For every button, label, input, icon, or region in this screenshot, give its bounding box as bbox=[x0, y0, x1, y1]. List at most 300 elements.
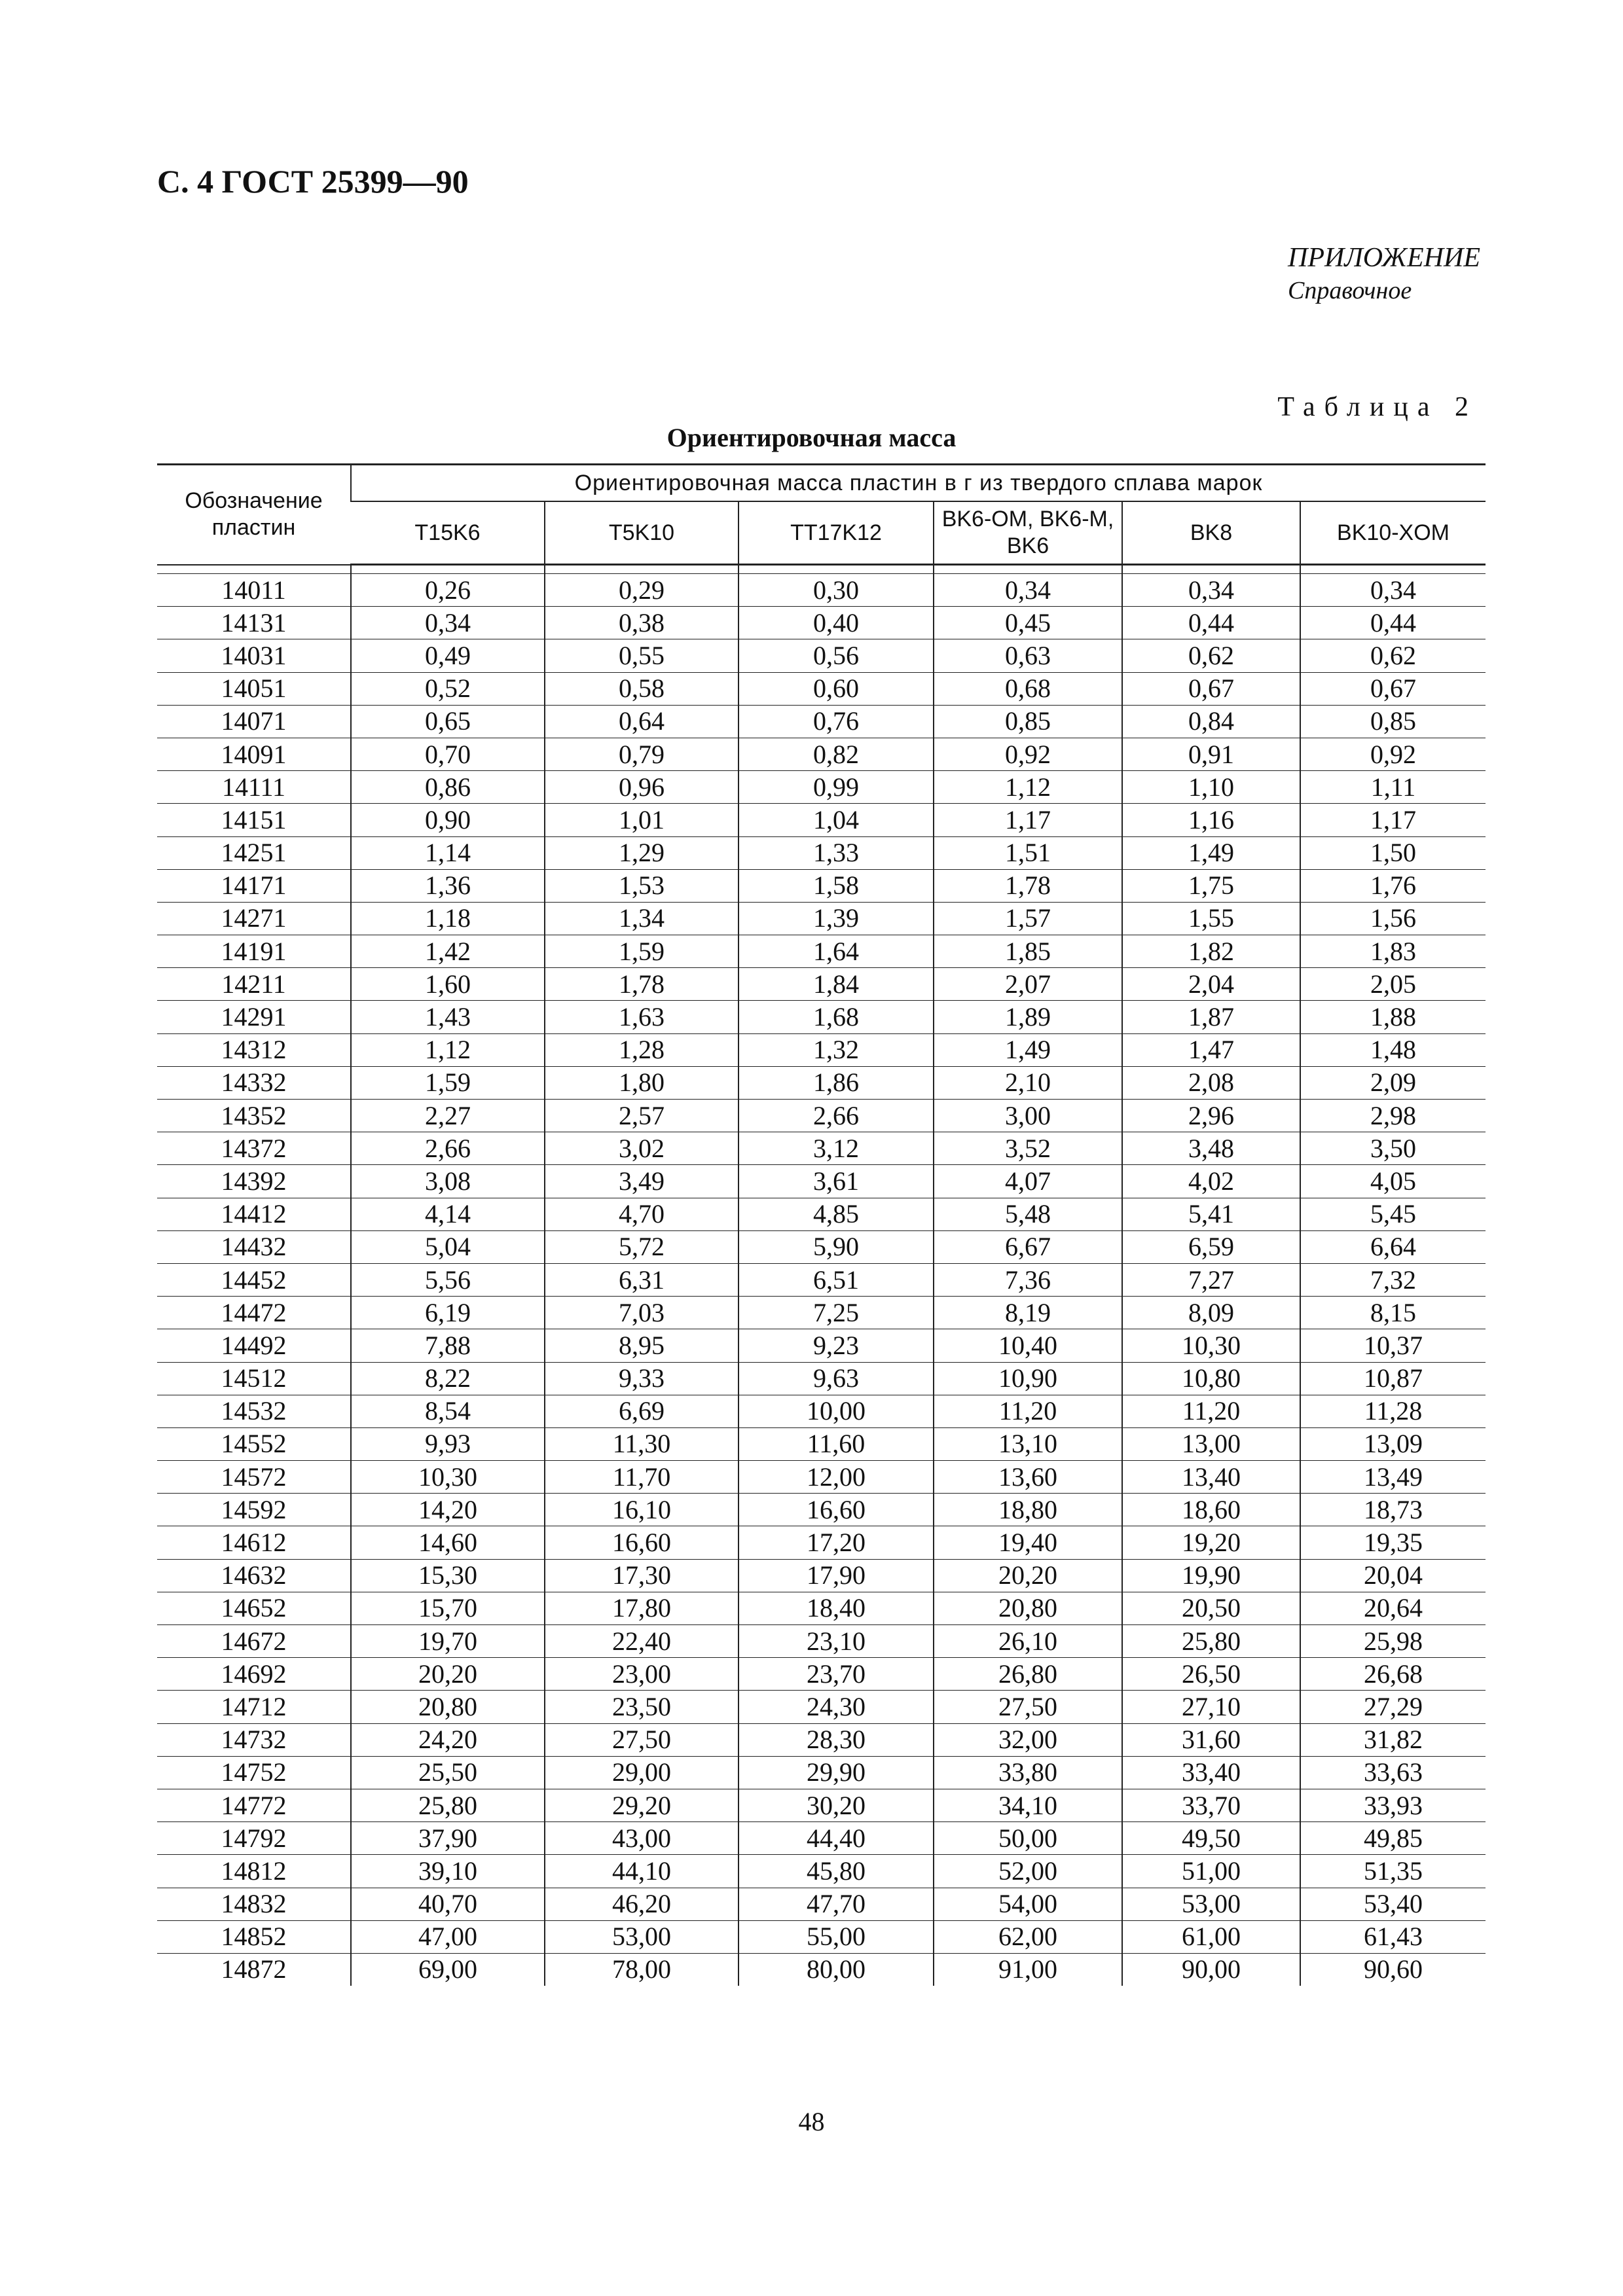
mass-value-cell: 5,72 bbox=[545, 1230, 739, 1263]
mass-value-cell: 1,59 bbox=[351, 1066, 545, 1099]
plate-designation-cell: 14832 bbox=[157, 1888, 351, 1920]
mass-value-cell: 44,10 bbox=[545, 1855, 739, 1888]
mass-value-cell: 8,19 bbox=[934, 1297, 1122, 1329]
table-row bbox=[157, 968, 1486, 1001]
mass-value-cell: 1,60 bbox=[351, 968, 545, 1001]
plate-designation-cell: 14712 bbox=[157, 1691, 351, 1723]
table-row bbox=[157, 869, 1486, 902]
mass-value-cell: 0,29 bbox=[545, 574, 739, 607]
plate-designation-cell: 14271 bbox=[157, 902, 351, 935]
mass-value-cell: 0,49 bbox=[351, 639, 545, 672]
mass-value-cell: 20,04 bbox=[1300, 1559, 1486, 1592]
table-row bbox=[157, 1822, 1486, 1855]
mass-value-cell: 3,50 bbox=[1300, 1132, 1486, 1165]
table-row bbox=[157, 1395, 1486, 1427]
mass-value-cell: 3,61 bbox=[739, 1165, 934, 1198]
mass-value-cell: 1,49 bbox=[1122, 836, 1300, 869]
mass-value-cell: 26,80 bbox=[934, 1658, 1122, 1691]
mass-value-cell: 16,10 bbox=[545, 1494, 739, 1526]
page-header-title: С. 4 ГОСТ 25399—90 bbox=[157, 163, 469, 200]
mass-value-cell: 0,67 bbox=[1300, 672, 1486, 705]
mass-value-cell: 13,40 bbox=[1122, 1461, 1300, 1494]
mass-value-cell: 6,64 bbox=[1300, 1230, 1486, 1263]
mass-value-cell: 11,28 bbox=[1300, 1395, 1486, 1427]
plate-designation-cell: 14352 bbox=[157, 1100, 351, 1132]
mass-value-cell: 44,40 bbox=[739, 1822, 934, 1855]
plate-designation-cell: 14191 bbox=[157, 935, 351, 968]
mass-value-cell: 1,58 bbox=[739, 869, 934, 902]
mass-value-cell: 20,20 bbox=[351, 1658, 545, 1691]
mass-value-cell: 69,00 bbox=[351, 1953, 545, 1986]
table-row bbox=[157, 771, 1486, 804]
mass-value-cell: 0,62 bbox=[1122, 639, 1300, 672]
mass-value-cell: 29,00 bbox=[545, 1756, 739, 1789]
mass-value-cell: 11,20 bbox=[1122, 1395, 1300, 1427]
plate-designation-cell: 14492 bbox=[157, 1329, 351, 1362]
mass-value-cell: 1,49 bbox=[934, 1033, 1122, 1066]
mass-value-cell: 0,56 bbox=[739, 639, 934, 672]
table-row bbox=[157, 1658, 1486, 1691]
mass-value-cell: 23,00 bbox=[545, 1658, 739, 1691]
mass-value-cell: 1,80 bbox=[545, 1066, 739, 1099]
mass-value-cell: 4,02 bbox=[1122, 1165, 1300, 1198]
mass-value-cell: 1,86 bbox=[739, 1066, 934, 1099]
mass-value-cell: 7,25 bbox=[739, 1297, 934, 1329]
mass-value-cell: 8,22 bbox=[351, 1362, 545, 1395]
mass-value-cell: 0,85 bbox=[934, 705, 1122, 738]
mass-value-cell: 1,78 bbox=[934, 869, 1122, 902]
mass-value-cell: 17,90 bbox=[739, 1559, 934, 1592]
mass-value-cell: 9,63 bbox=[739, 1362, 934, 1395]
mass-value-cell: 0,99 bbox=[739, 771, 934, 804]
mass-value-cell: 6,31 bbox=[545, 1263, 739, 1296]
mass-value-cell: 1,01 bbox=[545, 804, 739, 836]
mass-value-cell: 2,08 bbox=[1122, 1066, 1300, 1099]
mass-value-cell: 0,82 bbox=[739, 738, 934, 770]
mass-value-cell: 39,10 bbox=[351, 1855, 545, 1888]
plate-designation-cell: 14532 bbox=[157, 1395, 351, 1427]
table-row bbox=[157, 1723, 1486, 1756]
mass-value-cell: 37,90 bbox=[351, 1822, 545, 1855]
mass-value-cell: 33,80 bbox=[934, 1756, 1122, 1789]
mass-value-cell: 50,00 bbox=[934, 1822, 1122, 1855]
mass-value-cell: 0,79 bbox=[545, 738, 739, 770]
mass-value-cell: 49,50 bbox=[1122, 1822, 1300, 1855]
mass-value-cell: 19,35 bbox=[1300, 1526, 1486, 1559]
plate-designation-cell: 14031 bbox=[157, 639, 351, 672]
mass-value-cell: 1,36 bbox=[351, 869, 545, 902]
mass-value-cell: 0,62 bbox=[1300, 639, 1486, 672]
plate-designation-cell: 14332 bbox=[157, 1066, 351, 1099]
mass-value-cell: 4,07 bbox=[934, 1165, 1122, 1198]
table-body bbox=[157, 565, 1486, 1986]
plate-designation-cell: 14732 bbox=[157, 1723, 351, 1756]
mass-value-cell: 0,63 bbox=[934, 639, 1122, 672]
mass-value-cell: 20,50 bbox=[1122, 1592, 1300, 1624]
column-header-grade: T15K6 bbox=[351, 501, 545, 565]
plate-designation-cell: 14632 bbox=[157, 1559, 351, 1592]
plate-designation-cell: 14111 bbox=[157, 771, 351, 804]
mass-value-cell: 13,00 bbox=[1122, 1427, 1300, 1460]
mass-value-cell: 13,09 bbox=[1300, 1427, 1486, 1460]
mass-value-cell: 1,50 bbox=[1300, 836, 1486, 869]
mass-table bbox=[157, 463, 1486, 1986]
mass-value-cell: 2,04 bbox=[1122, 968, 1300, 1001]
appendix-subtitle: Справочное bbox=[1288, 276, 1412, 304]
plate-designation-cell: 14392 bbox=[157, 1165, 351, 1198]
mass-value-cell: 17,20 bbox=[739, 1526, 934, 1559]
page-number: 48 bbox=[798, 2107, 825, 2136]
plate-designation-cell: 14211 bbox=[157, 968, 351, 1001]
mass-value-cell: 53,00 bbox=[1122, 1888, 1300, 1920]
mass-value-cell: 7,27 bbox=[1122, 1263, 1300, 1296]
mass-value-cell: 1,64 bbox=[739, 935, 934, 968]
mass-value-cell: 0,34 bbox=[934, 574, 1122, 607]
mass-value-cell: 91,00 bbox=[934, 1953, 1122, 1986]
mass-value-cell: 61,00 bbox=[1122, 1920, 1300, 1953]
mass-value-cell: 0,30 bbox=[739, 574, 934, 607]
mass-value-cell: 2,09 bbox=[1300, 1066, 1486, 1099]
mass-value-cell: 1,42 bbox=[351, 935, 545, 968]
mass-value-cell: 0,40 bbox=[739, 607, 934, 639]
table-row bbox=[157, 1066, 1486, 1099]
mass-value-cell: 10,40 bbox=[934, 1329, 1122, 1362]
mass-value-cell: 18,40 bbox=[739, 1592, 934, 1624]
mass-value-cell: 1,32 bbox=[739, 1033, 934, 1066]
mass-value-cell: 1,78 bbox=[545, 968, 739, 1001]
table-row bbox=[157, 1263, 1486, 1296]
mass-value-cell: 0,86 bbox=[351, 771, 545, 804]
plate-designation-cell: 14051 bbox=[157, 672, 351, 705]
table-row bbox=[157, 1691, 1486, 1723]
mass-value-cell: 32,00 bbox=[934, 1723, 1122, 1756]
plate-designation-cell: 14372 bbox=[157, 1132, 351, 1165]
mass-value-cell: 1,33 bbox=[739, 836, 934, 869]
mass-value-cell: 1,17 bbox=[934, 804, 1122, 836]
mass-value-cell: 1,04 bbox=[739, 804, 934, 836]
mass-value-cell: 0,38 bbox=[545, 607, 739, 639]
column-header-grade: TT17K12 bbox=[739, 501, 934, 565]
mass-value-cell: 25,80 bbox=[351, 1789, 545, 1821]
mass-value-cell: 18,73 bbox=[1300, 1494, 1486, 1526]
mass-value-cell: 10,37 bbox=[1300, 1329, 1486, 1362]
mass-value-cell: 7,36 bbox=[934, 1263, 1122, 1296]
table-row bbox=[157, 1198, 1486, 1230]
plate-designation-cell: 14412 bbox=[157, 1198, 351, 1230]
mass-value-cell: 0,85 bbox=[1300, 705, 1486, 738]
mass-value-cell: 0,76 bbox=[739, 705, 934, 738]
mass-value-cell: 2,27 bbox=[351, 1100, 545, 1132]
mass-value-cell: 6,51 bbox=[739, 1263, 934, 1296]
mass-value-cell: 10,30 bbox=[1122, 1329, 1300, 1362]
mass-value-cell: 0,34 bbox=[1122, 574, 1300, 607]
plate-designation-cell: 14512 bbox=[157, 1362, 351, 1395]
mass-value-cell: 20,80 bbox=[351, 1691, 545, 1723]
mass-value-cell: 1,87 bbox=[1122, 1001, 1300, 1033]
mass-value-cell: 7,88 bbox=[351, 1329, 545, 1362]
table-row bbox=[157, 1001, 1486, 1033]
mass-value-cell: 13,10 bbox=[934, 1427, 1122, 1460]
mass-value-cell: 51,00 bbox=[1122, 1855, 1300, 1888]
mass-value-cell: 24,30 bbox=[739, 1691, 934, 1723]
mass-value-cell: 6,67 bbox=[934, 1230, 1122, 1263]
mass-value-cell: 1,29 bbox=[545, 836, 739, 869]
mass-value-cell: 1,83 bbox=[1300, 935, 1486, 968]
table-row bbox=[157, 1132, 1486, 1165]
mass-value-cell: 0,68 bbox=[934, 672, 1122, 705]
mass-value-cell: 1,16 bbox=[1122, 804, 1300, 836]
mass-value-cell: 80,00 bbox=[739, 1953, 934, 1986]
mass-value-cell: 7,03 bbox=[545, 1297, 739, 1329]
mass-value-cell: 1,11 bbox=[1300, 771, 1486, 804]
table-row bbox=[157, 1625, 1486, 1658]
mass-value-cell: 26,10 bbox=[934, 1625, 1122, 1658]
plate-designation-cell: 14291 bbox=[157, 1001, 351, 1033]
plate-designation-cell: 14251 bbox=[157, 836, 351, 869]
mass-value-cell: 0,60 bbox=[739, 672, 934, 705]
plate-designation-cell: 14432 bbox=[157, 1230, 351, 1263]
mass-value-cell: 19,20 bbox=[1122, 1526, 1300, 1559]
mass-value-cell: 1,48 bbox=[1300, 1033, 1486, 1066]
mass-value-cell: 0,64 bbox=[545, 705, 739, 738]
mass-value-cell: 8,15 bbox=[1300, 1297, 1486, 1329]
mass-value-cell: 4,70 bbox=[545, 1198, 739, 1230]
table-row bbox=[157, 1362, 1486, 1395]
plate-designation-cell: 14091 bbox=[157, 738, 351, 770]
mass-value-cell: 25,80 bbox=[1122, 1625, 1300, 1658]
mass-value-cell: 33,70 bbox=[1122, 1789, 1300, 1821]
plate-designation-cell: 14572 bbox=[157, 1461, 351, 1494]
mass-value-cell: 3,00 bbox=[934, 1100, 1122, 1132]
mass-value-cell: 2,10 bbox=[934, 1066, 1122, 1099]
table-row bbox=[157, 804, 1486, 836]
mass-value-cell: 10,80 bbox=[1122, 1362, 1300, 1395]
appendix-title: ПРИЛОЖЕНИЕ bbox=[1288, 243, 1480, 273]
mass-value-cell: 1,82 bbox=[1122, 935, 1300, 968]
mass-value-cell: 14,60 bbox=[351, 1526, 545, 1559]
mass-value-cell: 22,40 bbox=[545, 1625, 739, 1658]
table-row bbox=[157, 935, 1486, 968]
mass-value-cell: 1,89 bbox=[934, 1001, 1122, 1033]
plate-designation-cell: 14812 bbox=[157, 1855, 351, 1888]
mass-value-cell: 1,47 bbox=[1122, 1033, 1300, 1066]
mass-value-cell: 28,30 bbox=[739, 1723, 934, 1756]
mass-value-cell: 1,85 bbox=[934, 935, 1122, 968]
mass-value-cell: 0,26 bbox=[351, 574, 545, 607]
table-row bbox=[157, 1559, 1486, 1592]
mass-value-cell: 3,02 bbox=[545, 1132, 739, 1165]
mass-value-cell: 6,19 bbox=[351, 1297, 545, 1329]
mass-value-cell: 11,70 bbox=[545, 1461, 739, 1494]
mass-value-cell: 6,59 bbox=[1122, 1230, 1300, 1263]
table-row bbox=[157, 1297, 1486, 1329]
column-header-grade: BK8 bbox=[1122, 501, 1300, 565]
mass-value-cell: 46,20 bbox=[545, 1888, 739, 1920]
mass-value-cell: 0,90 bbox=[351, 804, 545, 836]
mass-value-cell: 90,60 bbox=[1300, 1953, 1486, 1986]
column-header-grade: BK10-XOM bbox=[1300, 501, 1486, 565]
plate-designation-cell: 14852 bbox=[157, 1920, 351, 1953]
mass-value-cell: 6,69 bbox=[545, 1395, 739, 1427]
plate-designation-cell: 14312 bbox=[157, 1033, 351, 1066]
mass-value-cell: 8,09 bbox=[1122, 1297, 1300, 1329]
plate-designation-cell: 14071 bbox=[157, 705, 351, 738]
table-row bbox=[157, 1920, 1486, 1953]
mass-value-cell: 49,85 bbox=[1300, 1822, 1486, 1855]
mass-value-cell: 19,70 bbox=[351, 1625, 545, 1658]
mass-value-cell: 5,48 bbox=[934, 1198, 1122, 1230]
mass-value-cell: 2,98 bbox=[1300, 1100, 1486, 1132]
mass-value-cell: 1,88 bbox=[1300, 1001, 1486, 1033]
column-group-header: Ориентировочная масса пластин в г из твердого сплава марок bbox=[351, 465, 1486, 502]
mass-value-cell: 0,45 bbox=[934, 607, 1122, 639]
mass-value-cell: 2,66 bbox=[739, 1100, 934, 1132]
mass-value-cell: 1,55 bbox=[1122, 902, 1300, 935]
mass-value-cell: 4,14 bbox=[351, 1198, 545, 1230]
table-row bbox=[157, 1427, 1486, 1460]
mass-value-cell: 62,00 bbox=[934, 1920, 1122, 1953]
mass-value-cell: 1,51 bbox=[934, 836, 1122, 869]
plate-designation-cell: 14772 bbox=[157, 1789, 351, 1821]
mass-value-cell: 0,92 bbox=[934, 738, 1122, 770]
plate-designation-cell: 14652 bbox=[157, 1592, 351, 1624]
mass-value-cell: 16,60 bbox=[739, 1494, 934, 1526]
mass-value-cell: 3,49 bbox=[545, 1165, 739, 1198]
mass-value-cell: 2,66 bbox=[351, 1132, 545, 1165]
table-row bbox=[157, 705, 1486, 738]
table-row bbox=[157, 1592, 1486, 1624]
mass-value-cell: 5,41 bbox=[1122, 1198, 1300, 1230]
mass-value-cell: 23,10 bbox=[739, 1625, 934, 1658]
mass-value-cell: 1,39 bbox=[739, 902, 934, 935]
table-row bbox=[157, 738, 1486, 770]
mass-value-cell: 3,52 bbox=[934, 1132, 1122, 1165]
mass-value-cell: 4,05 bbox=[1300, 1165, 1486, 1198]
mass-value-cell: 0,44 bbox=[1300, 607, 1486, 639]
mass-value-cell: 1,84 bbox=[739, 968, 934, 1001]
mass-value-cell: 3,12 bbox=[739, 1132, 934, 1165]
mass-value-cell: 11,60 bbox=[739, 1427, 934, 1460]
mass-value-cell: 30,20 bbox=[739, 1789, 934, 1821]
mass-value-cell: 52,00 bbox=[934, 1855, 1122, 1888]
mass-value-cell: 0,67 bbox=[1122, 672, 1300, 705]
mass-value-cell: 2,96 bbox=[1122, 1100, 1300, 1132]
mass-value-cell: 10,90 bbox=[934, 1362, 1122, 1395]
mass-value-cell: 45,80 bbox=[739, 1855, 934, 1888]
mass-value-cell: 34,10 bbox=[934, 1789, 1122, 1821]
appendix-label bbox=[1288, 241, 1480, 306]
mass-value-cell: 0,96 bbox=[545, 771, 739, 804]
mass-value-cell: 1,17 bbox=[1300, 804, 1486, 836]
mass-value-cell: 24,20 bbox=[351, 1723, 545, 1756]
mass-value-cell: 47,00 bbox=[351, 1920, 545, 1953]
mass-value-cell: 0,65 bbox=[351, 705, 545, 738]
table-row bbox=[157, 639, 1486, 672]
mass-value-cell: 61,43 bbox=[1300, 1920, 1486, 1953]
plate-designation-cell: 14151 bbox=[157, 804, 351, 836]
mass-value-cell: 10,87 bbox=[1300, 1362, 1486, 1395]
plate-designation-cell: 14552 bbox=[157, 1427, 351, 1460]
mass-value-cell: 9,93 bbox=[351, 1427, 545, 1460]
mass-value-cell: 7,32 bbox=[1300, 1263, 1486, 1296]
mass-value-cell: 3,48 bbox=[1122, 1132, 1300, 1165]
table-row bbox=[157, 1329, 1486, 1362]
mass-value-cell: 23,70 bbox=[739, 1658, 934, 1691]
mass-value-cell: 1,14 bbox=[351, 836, 545, 869]
table-row bbox=[157, 574, 1486, 607]
mass-value-cell: 2,07 bbox=[934, 968, 1122, 1001]
mass-value-cell: 31,82 bbox=[1300, 1723, 1486, 1756]
table-row bbox=[157, 1033, 1486, 1066]
mass-value-cell: 53,00 bbox=[545, 1920, 739, 1953]
mass-value-cell: 0,34 bbox=[1300, 574, 1486, 607]
plate-designation-cell: 14452 bbox=[157, 1263, 351, 1296]
mass-value-cell: 0,70 bbox=[351, 738, 545, 770]
mass-value-cell: 1,12 bbox=[934, 771, 1122, 804]
mass-value-cell: 23,50 bbox=[545, 1691, 739, 1723]
mass-value-cell: 9,23 bbox=[739, 1329, 934, 1362]
mass-value-cell: 8,95 bbox=[545, 1329, 739, 1362]
mass-value-cell: 1,12 bbox=[351, 1033, 545, 1066]
plate-designation-cell: 14011 bbox=[157, 574, 351, 607]
mass-value-cell: 2,05 bbox=[1300, 968, 1486, 1001]
mass-value-cell: 0,55 bbox=[545, 639, 739, 672]
mass-value-cell: 0,91 bbox=[1122, 738, 1300, 770]
mass-value-cell: 1,68 bbox=[739, 1001, 934, 1033]
header-spacer-row bbox=[157, 565, 1486, 574]
mass-value-cell: 11,30 bbox=[545, 1427, 739, 1460]
plate-designation-cell: 14171 bbox=[157, 869, 351, 902]
table-row bbox=[157, 836, 1486, 869]
mass-value-cell: 15,30 bbox=[351, 1559, 545, 1592]
table-row bbox=[157, 672, 1486, 705]
mass-value-cell: 1,43 bbox=[351, 1001, 545, 1033]
mass-value-cell: 53,40 bbox=[1300, 1888, 1486, 1920]
plate-designation-cell: 14792 bbox=[157, 1822, 351, 1855]
mass-value-cell: 54,00 bbox=[934, 1888, 1122, 1920]
table-row bbox=[157, 902, 1486, 935]
mass-value-cell: 33,93 bbox=[1300, 1789, 1486, 1821]
mass-value-cell: 27,50 bbox=[934, 1691, 1122, 1723]
mass-value-cell: 29,90 bbox=[739, 1756, 934, 1789]
mass-value-cell: 17,30 bbox=[545, 1559, 739, 1592]
mass-value-cell: 1,75 bbox=[1122, 869, 1300, 902]
mass-value-cell: 10,30 bbox=[351, 1461, 545, 1494]
mass-value-cell: 0,34 bbox=[351, 607, 545, 639]
mass-value-cell: 43,00 bbox=[545, 1822, 739, 1855]
column-header-grade: BK6-OM, BK6-M, BK6 bbox=[934, 501, 1122, 565]
mass-value-cell: 1,56 bbox=[1300, 902, 1486, 935]
table-row bbox=[157, 1789, 1486, 1821]
mass-value-cell: 1,57 bbox=[934, 902, 1122, 935]
mass-value-cell: 27,29 bbox=[1300, 1691, 1486, 1723]
mass-value-cell: 26,50 bbox=[1122, 1658, 1300, 1691]
mass-value-cell: 16,60 bbox=[545, 1526, 739, 1559]
mass-value-cell: 4,85 bbox=[739, 1198, 934, 1230]
mass-value-cell: 11,20 bbox=[934, 1395, 1122, 1427]
mass-value-cell: 0,58 bbox=[545, 672, 739, 705]
table-row bbox=[157, 1100, 1486, 1132]
mass-value-cell: 1,53 bbox=[545, 869, 739, 902]
mass-value-cell: 1,18 bbox=[351, 902, 545, 935]
mass-value-cell: 40,70 bbox=[351, 1888, 545, 1920]
table-row bbox=[157, 1494, 1486, 1526]
table-row bbox=[157, 1461, 1486, 1494]
mass-value-cell: 33,40 bbox=[1122, 1756, 1300, 1789]
table-caption: Ориентировочная масса bbox=[666, 423, 957, 452]
mass-value-cell: 3,08 bbox=[351, 1165, 545, 1198]
table-row bbox=[157, 1165, 1486, 1198]
